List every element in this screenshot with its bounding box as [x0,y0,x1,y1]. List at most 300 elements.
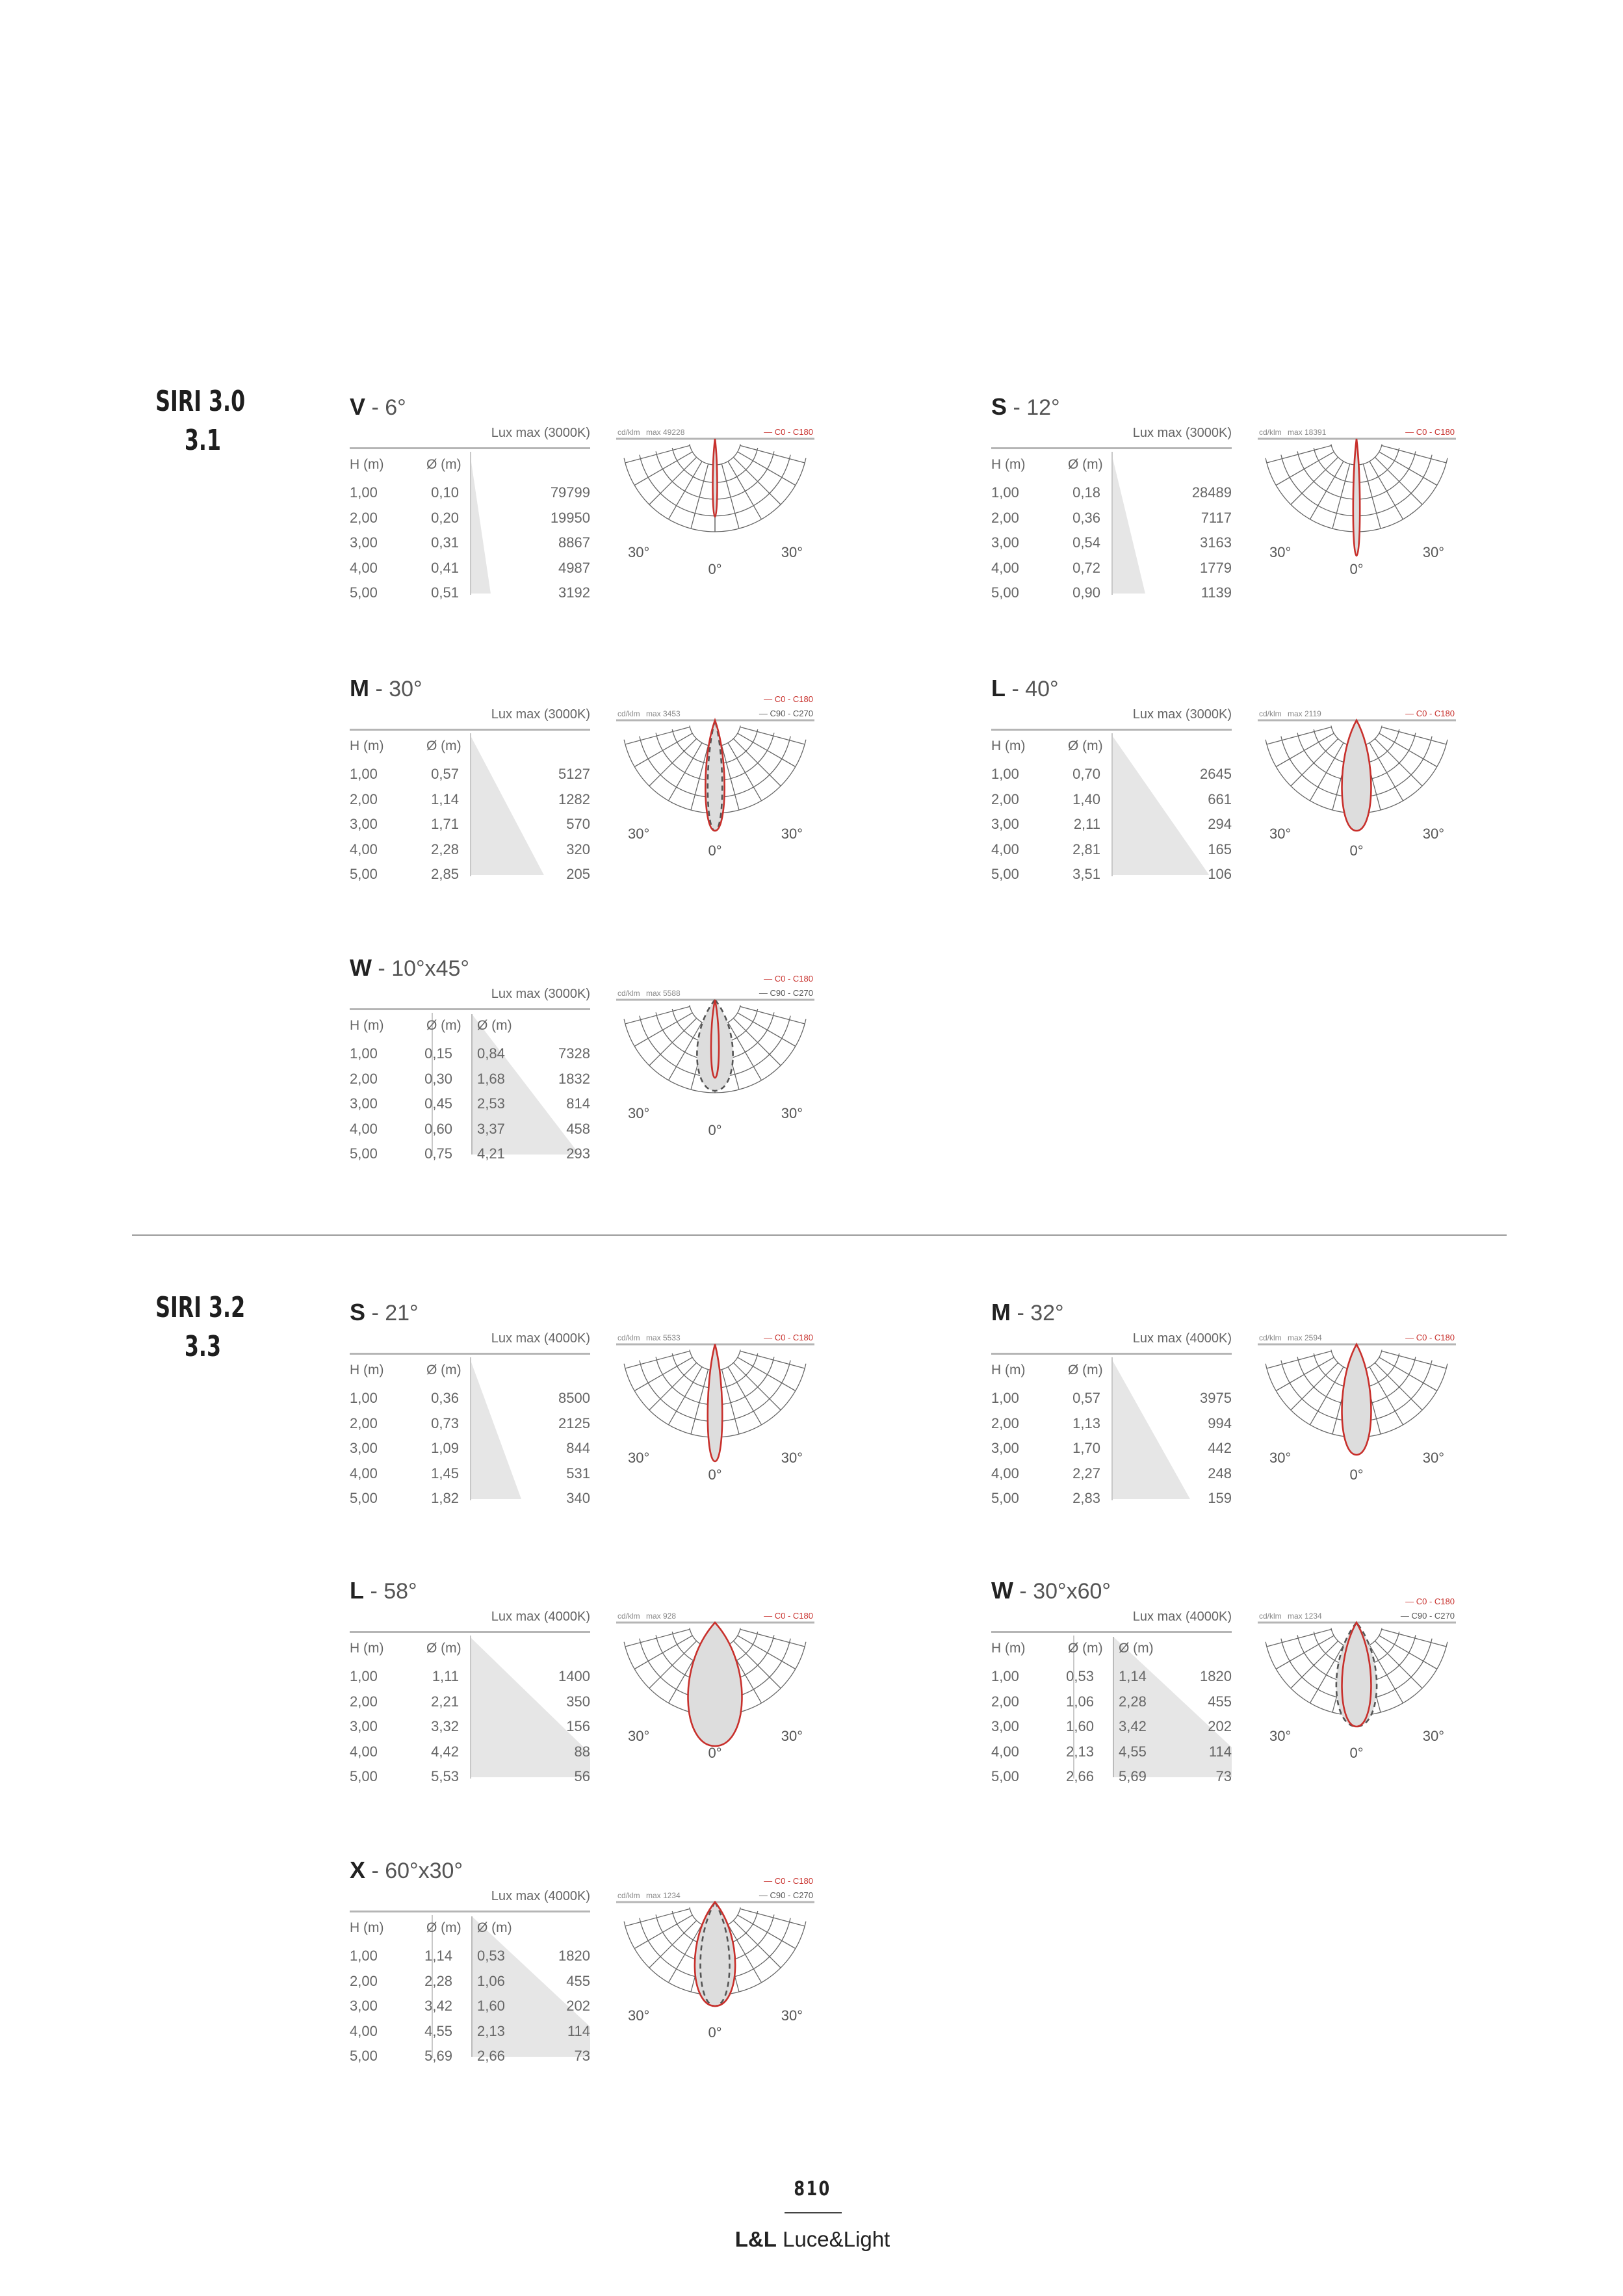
angle-label: 30° [1422,1450,1444,1466]
height-cell: 3,00 [350,816,378,832]
lux-cell: 19950 [550,509,590,526]
max-label: max 5533 [646,1333,681,1342]
beam-angle: - 60°x30° [365,1859,463,1883]
diameter-cell: 3,51 [1072,866,1100,882]
height-cell: 4,00 [350,841,378,857]
beam-fill [1342,1344,1371,1455]
diameter-cell: 1,14 [1119,1668,1147,1684]
max-label: max 49228 [646,428,685,437]
lux-cell: 28489 [1191,484,1232,501]
diameter-cell: 0,10 [431,484,459,501]
diameter-cell: 0,31 [431,534,459,551]
cd-label: cd/klm [1259,1333,1282,1342]
lux-cell: 994 [1208,1415,1232,1431]
beam-letter: S [991,393,1007,420]
lux-max-header: Lux max (3000K) [1132,707,1232,722]
angle-label: 30° [628,826,650,842]
diameter-cell: 0,70 [1072,766,1100,782]
height-header: H (m) [991,1363,1026,1377]
lux-cell: 8500 [558,1390,590,1406]
height-header: H (m) [350,1363,384,1377]
lux-cell: 79799 [550,484,590,501]
beam-fill [1342,720,1371,831]
photometric-table [991,707,1232,882]
beam-block [991,1299,1563,1533]
diameter-cell: 1,60 [1066,1718,1094,1734]
angle-label: 30° [781,1728,803,1744]
height-cell: 4,00 [991,1465,1019,1481]
lux-cell: 1400 [558,1668,590,1684]
cd-label: cd/klm [617,1333,640,1342]
polar-diagram [616,426,814,601]
cd-label: cd/klm [617,1891,640,1900]
diameter-cell: 2,21 [431,1693,459,1710]
height-cell: 2,00 [350,1693,378,1710]
lux-cell: 1779 [1200,559,1232,576]
angle-label: 30° [1269,544,1292,560]
lux-max-header: Lux max (4000K) [1132,1610,1232,1624]
column-divider [470,1636,471,1779]
diameter-cell: 2,81 [1072,841,1100,857]
diameter-cell: 0,53 [477,1948,505,1964]
diameter-cell: 1,60 [477,1998,505,2014]
diameter-header: Ø (m) [1068,738,1103,753]
diameter-cell: 1,45 [431,1465,459,1481]
angle-label: 30° [628,2007,650,2024]
photometric-table [350,426,590,601]
diameter-cell: 0,53 [1066,1668,1094,1684]
photometric-table [991,1331,1232,1506]
lux-cell: 458 [566,1120,590,1137]
beam-angle: - 40° [1006,677,1059,701]
column-divider [1111,452,1113,595]
photometric-table [350,1889,590,2064]
column-divider [1111,733,1113,876]
angle-label: 30° [628,1450,650,1466]
height-cell: 4,00 [350,1465,378,1481]
beam-angle: - 32° [1011,1301,1064,1325]
beam-block [350,1577,922,1811]
height-cell: 1,00 [350,1948,378,1964]
diameter-cell: 1,82 [431,1490,459,1506]
column-divider [470,733,471,876]
beam-title [991,1577,1111,1604]
legend-entry: — C0 - C180 [764,1876,813,1886]
lux-cell: 56 [574,1768,590,1784]
beam-block [350,1857,922,2091]
lux-cell: 844 [566,1440,590,1456]
diameter-cell: 2,66 [477,2048,505,2064]
diameter-cell: 4,55 [424,2022,452,2039]
lux-cell: 320 [566,841,590,857]
diameter-cell: 1,06 [1066,1693,1094,1710]
beam-letter: W [350,954,372,981]
lux-cell: 106 [1208,866,1232,882]
legend-entry: — C0 - C180 [1405,427,1455,437]
lux-cell: 3192 [558,584,590,601]
height-cell: 3,00 [991,1718,1019,1734]
beam-title [991,393,1060,421]
height-cell: 2,00 [350,509,378,526]
beam-letter: X [350,1857,366,1883]
height-cell: 2,00 [350,1070,378,1087]
polar-diagram [1258,707,1456,883]
lux-cell: 1832 [558,1070,590,1087]
lux-cell: 442 [1208,1440,1232,1456]
beam-fill [695,1902,735,2006]
brand-bold: L&L [734,2227,777,2251]
beam-title [991,1299,1064,1326]
beam-angle: - 58° [364,1579,417,1604]
angle-label: 0° [708,2024,722,2041]
height-cell: 4,00 [991,559,1019,576]
angle-label: 0° [708,1122,722,1138]
height-cell: 3,00 [350,534,378,551]
diameter-cell: 2,11 [1073,816,1100,832]
angle-label: 30° [1269,826,1292,842]
lux-cell: 340 [566,1490,590,1506]
diameter-cell: 0,36 [431,1390,459,1406]
lux-cell: 5127 [558,766,590,782]
diameter-cell: 0,18 [1072,484,1100,501]
height-cell: 2,00 [991,1415,1019,1431]
lux-cell: 202 [566,1998,590,2014]
diameter-cell: 2,66 [1066,1768,1094,1784]
diameter-cell: 5,69 [424,2048,452,2064]
diameter-cell: 2,85 [431,866,459,882]
cd-label: cd/klm [617,709,640,718]
cd-label: cd/klm [617,428,640,437]
diameter-cell: 1,68 [477,1070,505,1087]
beam-letter: M [991,1299,1011,1325]
max-label: max 2594 [1288,1333,1322,1342]
beam-letter: L [991,675,1006,701]
diameter-cell: 2,28 [1119,1693,1147,1710]
lux-cell: 570 [566,816,590,832]
legend-entry: — C0 - C180 [764,974,813,984]
diameter-cell: 1,13 [1072,1415,1100,1431]
section-title-siri-3-2 [155,1288,246,1366]
lux-cell: 455 [566,1972,590,1989]
legend-entry: — C0 - C180 [764,694,813,704]
cd-label: cd/klm [1259,1611,1282,1621]
lux-cell: 3163 [1200,534,1232,551]
beam-block [991,675,1563,909]
height-cell: 1,00 [350,1668,378,1684]
beam-angle: - 21° [365,1301,419,1325]
polar-diagram [616,1610,814,1785]
max-label: max 1234 [646,1891,681,1900]
photometric-table [350,1331,590,1506]
diameter-cell: 0,54 [1072,534,1100,551]
lux-max-header: Lux max (3000K) [1132,426,1232,440]
height-header: H (m) [350,738,384,753]
lux-cell: 531 [566,1465,590,1481]
diameter-cell: 1,70 [1072,1440,1100,1456]
legend-entry: — C0 - C180 [1405,1333,1455,1342]
legend-entry: — C0 - C180 [1405,1597,1455,1606]
angle-label: 0° [708,842,722,859]
height-cell: 5,00 [350,1145,378,1162]
height-cell: 1,00 [350,766,378,782]
polar-diagram-svg [1258,707,1456,883]
angle-label: 30° [1422,826,1444,842]
height-cell: 5,00 [991,866,1019,882]
height-cell: 4,00 [350,559,378,576]
lux-max-header: Lux max (4000K) [1132,1331,1232,1346]
height-cell: 3,00 [991,534,1019,551]
height-cell: 2,00 [991,790,1019,807]
beam-letter: M [350,675,369,701]
diameter-cell: 2,28 [431,841,459,857]
lux-cell: 88 [574,1743,590,1760]
height-cell: 2,00 [350,790,378,807]
height-cell: 3,00 [350,1440,378,1456]
beam-block [991,1577,1563,1811]
brand-rest: Luce&Light [776,2227,890,2251]
diameter-cell: 3,37 [477,1120,505,1137]
beam-letter: W [991,1577,1013,1604]
column-divider [1111,1357,1113,1500]
diameter-cell: 2,13 [477,2022,505,2039]
lux-cell: 2645 [1200,766,1232,782]
legend-entry: — C90 - C270 [1400,1611,1455,1621]
angle-label: 30° [628,1728,650,1744]
angle-label: 30° [1269,1450,1292,1466]
max-label: max 5588 [646,989,681,998]
angle-label: 30° [781,826,803,842]
lux-max-header: Lux max (4000K) [491,1331,590,1346]
beam-title [991,675,1059,702]
max-label: max 18391 [1288,428,1327,437]
beam-title [350,1577,417,1604]
cd-label: cd/klm [1259,428,1282,437]
beam-block [991,393,1563,627]
lux-max-header: Lux max (4000K) [491,1610,590,1624]
polar-diagram [1258,1597,1456,1785]
photometric-table [350,987,590,1162]
lux-cell: 202 [1208,1718,1232,1734]
lux-cell: 156 [566,1718,590,1734]
diameter-cell: 0,45 [424,1095,452,1112]
legend-entry: — C90 - C270 [759,709,813,718]
diameter-cell: 2,53 [477,1095,505,1112]
beam-angle: - 30°x60° [1013,1579,1111,1604]
height-cell: 1,00 [991,484,1019,501]
polar-diagram-svg [1258,426,1456,601]
angle-label: 0° [1349,842,1364,859]
height-cell: 2,00 [991,1693,1019,1710]
section-divider [132,1234,1507,1236]
lux-cell: 293 [566,1145,590,1162]
footer-brand [715,2227,910,2252]
lux-cell: 4987 [558,559,590,576]
section-title-line1: SIRI 3.0 [155,385,246,418]
section-title-siri-3-0 [155,382,246,460]
height-cell: 5,00 [350,1768,378,1784]
diameter-cell: 0,75 [424,1145,452,1162]
angle-label: 30° [1269,1728,1292,1744]
height-cell: 2,00 [991,509,1019,526]
diameter-cell: 0,72 [1072,559,1100,576]
beam-title [350,393,406,421]
lux-cell: 350 [566,1693,590,1710]
photometric-table [991,426,1232,601]
polar-diagram [1258,1331,1456,1507]
beam-block [350,393,922,627]
height-cell: 3,00 [991,816,1019,832]
polar-diagram-svg [616,974,814,1162]
beam-angle: - 30° [369,677,422,701]
beam-block [350,675,922,909]
legend-entry: — C90 - C270 [759,1890,813,1900]
angle-label: 0° [1349,1467,1364,1483]
height-cell: 3,00 [350,1095,378,1112]
cd-label: cd/klm [1259,709,1282,718]
diameter-cell: 3,32 [431,1718,459,1734]
cd-label: cd/klm [617,1611,640,1621]
polar-diagram [616,974,814,1162]
diameter-header: Ø (m) [426,1363,461,1377]
beam-block [350,1299,922,1533]
height-cell: 5,00 [350,866,378,882]
lux-cell: 159 [1208,1490,1232,1506]
legend-entry: — C90 - C270 [759,988,813,998]
polar-diagram-svg [616,694,814,883]
column-divider [470,452,471,595]
diameter-cell: 1,40 [1072,790,1100,807]
diameter-header: Ø (m) [426,457,461,472]
beam-title [350,1299,419,1326]
diameter-cell: 0,20 [431,509,459,526]
legend-entry: — C0 - C180 [764,1333,813,1342]
diameter-header: Ø (m) [1119,1641,1154,1656]
column-divider [470,1357,471,1500]
height-cell: 5,00 [991,584,1019,601]
lux-cell: 248 [1208,1465,1232,1481]
beam-title [350,1857,463,1884]
beam-block [350,954,922,1188]
polar-diagram [616,1331,814,1507]
height-cell: 4,00 [991,1743,1019,1760]
angle-label: 30° [781,2007,803,2024]
diameter-cell: 2,27 [1072,1465,1100,1481]
section-title-line2: 3.3 [184,1330,221,1363]
angle-label: 30° [1422,544,1444,560]
beam-title [350,675,422,702]
diameter-cell: 1,71 [431,816,459,832]
lux-cell: 73 [574,2048,590,2064]
photometric-table [991,1610,1232,1784]
beam-angle: - 10°x45° [371,956,470,981]
angle-label: 30° [781,1450,803,1466]
angle-label: 30° [781,544,803,560]
height-cell: 3,00 [350,1718,378,1734]
height-cell: 4,00 [991,841,1019,857]
diameter-cell: 0,30 [424,1070,452,1087]
diameter-cell: 0,84 [477,1045,505,1062]
height-cell: 4,00 [350,1120,378,1137]
section-title-line2: 3.1 [184,424,221,457]
angle-label: 0° [708,561,722,577]
lux-cell: 294 [1208,816,1232,832]
diameter-cell: 2,28 [424,1972,452,1989]
diameter-cell: 0,15 [424,1045,452,1062]
lux-cell: 1820 [1200,1668,1232,1684]
diameter-header: Ø (m) [426,738,461,753]
angle-label: 30° [781,1105,803,1121]
diameter-cell: 0,57 [431,766,459,782]
lux-max-header: Lux max (3000K) [491,987,590,1001]
polar-diagram-svg [616,1331,814,1507]
lux-cell: 7117 [1201,509,1232,526]
diameter-header: Ø (m) [1068,457,1103,472]
beam-title [350,954,469,982]
polar-diagram-svg [616,426,814,601]
height-header: H (m) [991,1641,1026,1656]
beam-letter: S [350,1299,366,1325]
height-cell: 1,00 [350,1045,378,1062]
height-cell: 3,00 [991,1440,1019,1456]
lux-cell: 2125 [558,1415,590,1431]
height-header: H (m) [350,1018,384,1033]
lux-cell: 8867 [558,534,590,551]
beam-letter: L [350,1577,364,1604]
max-label: max 3453 [646,709,681,718]
lux-cell: 114 [1208,1743,1232,1760]
height-cell: 3,00 [350,1998,378,2014]
polar-diagram-svg [1258,1331,1456,1507]
angle-label: 30° [628,1105,650,1121]
lux-max-header: Lux max (3000K) [491,426,590,440]
angle-label: 0° [708,1745,722,1761]
height-header: H (m) [991,457,1026,472]
height-header: H (m) [350,1641,384,1656]
page-number: 810 [794,2178,831,2200]
angle-label: 0° [1349,1745,1364,1761]
polar-diagram [616,1876,814,2065]
max-label: max 2119 [1288,709,1321,718]
diameter-cell: 1,14 [431,790,459,807]
height-cell: 1,00 [350,1390,378,1406]
polar-diagram-svg [616,1610,814,1785]
beam-angle: - 6° [365,395,406,420]
height-cell: 4,00 [350,2022,378,2039]
lux-cell: 455 [1208,1693,1232,1710]
lux-cell: 1139 [1201,584,1232,601]
diameter-header: Ø (m) [477,1018,512,1033]
height-cell: 1,00 [350,484,378,501]
height-cell: 2,00 [350,1415,378,1431]
diameter-cell: 0,51 [431,584,459,601]
height-header: H (m) [350,1920,384,1935]
height-cell: 4,00 [350,1743,378,1760]
diameter-cell: 0,41 [431,559,459,576]
diameter-cell: 5,69 [1119,1768,1147,1784]
diameter-header: Ø (m) [1068,1363,1103,1377]
angle-label: 0° [1349,561,1364,577]
height-cell: 5,00 [350,584,378,601]
height-cell: 1,00 [991,1390,1019,1406]
height-cell: 1,00 [991,1668,1019,1684]
max-label: max 1234 [1288,1611,1322,1621]
angle-label: 30° [1422,1728,1444,1744]
lux-max-header: Lux max (3000K) [491,707,590,722]
diameter-cell: 2,83 [1072,1490,1100,1506]
diameter-cell: 4,21 [477,1145,505,1162]
diameter-cell: 0,60 [424,1120,452,1137]
lux-cell: 1282 [558,790,590,807]
